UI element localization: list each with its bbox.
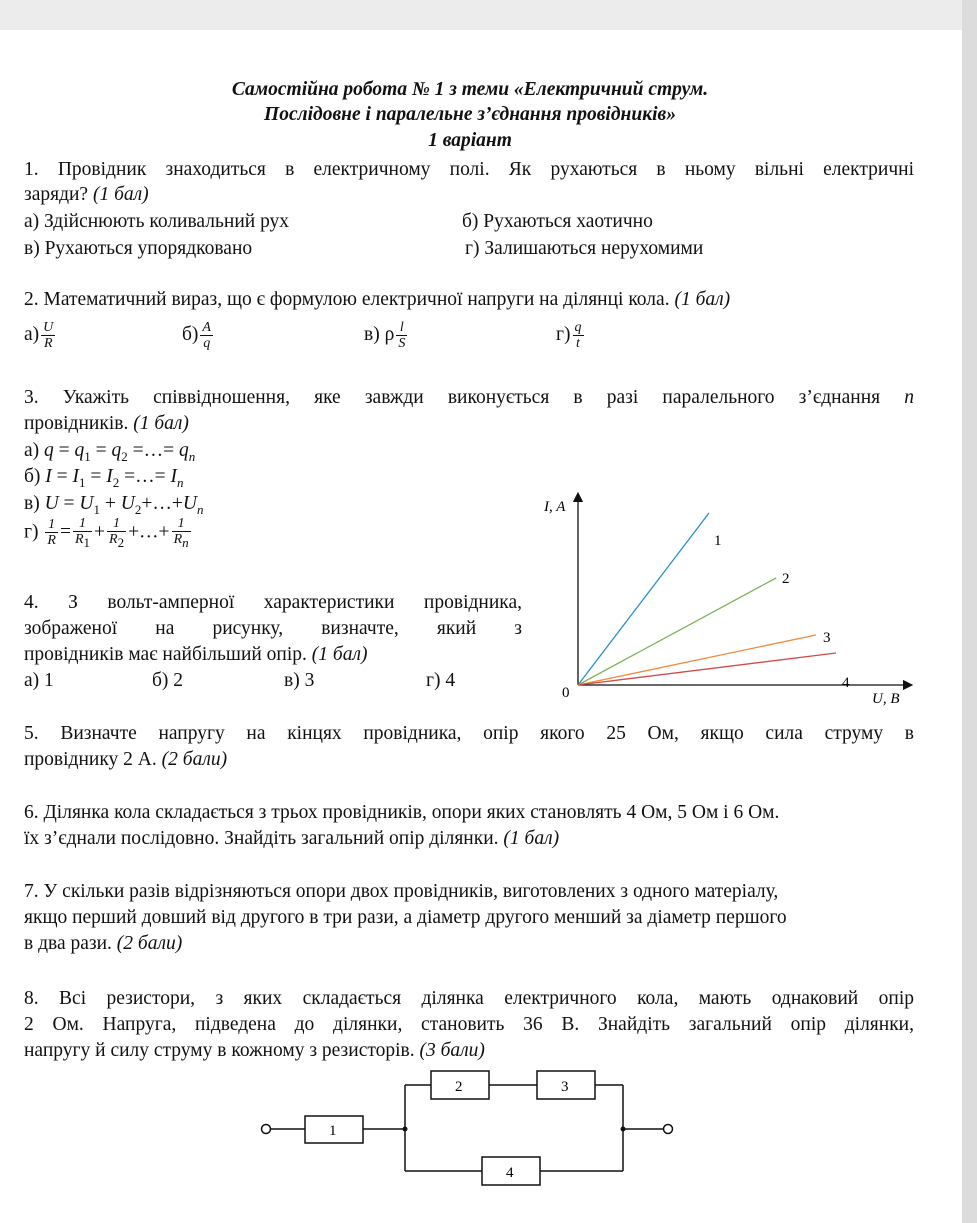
q7-text-line-3 [24,932,182,956]
q3-question: 3. Укажіть співвідношення, яке завжди виконується в разі паралельного з’єднання [24,387,881,408]
q7-points: (2 бали) [116,933,183,954]
q2-b-num: A [202,320,211,335]
junction-right [621,1127,626,1132]
q1-option-c: в) Рухаються упорядковано [24,238,253,259]
q4-points: (1 бал) [311,644,368,665]
q6-text-line-1: 6. Ділянка кола складається з трьох провідників, опори яких становлять 4 Ом, 5 Ом і 6 Ом. [24,802,780,823]
resistor-label-1: 1 [329,1123,337,1139]
q2-d-fraction [573,320,584,351]
q8-question: напругу й силу струму в кожному з резисторів. [24,1040,415,1061]
q1-text-line-2 [24,183,149,207]
q3-c-label: в) [24,493,40,514]
q2-option-b [182,320,215,351]
q4-text-line-2: зображеної на рисунку, визначте, який з [24,618,522,639]
q2-d-num: q [574,320,582,335]
q3-text: провідників. [24,413,129,434]
graph-line-label-4: 4 [842,675,850,691]
q8-text-line-2: 2 Ом. Напруга, підведена до ділянки, становить 36 В. Знайдіть загальний опір ділянки, [24,1014,914,1035]
q2-a-den: R [43,336,53,351]
q2-c-num: l [396,320,407,336]
title-line-3: 1 варіант [428,130,512,151]
q7-question: в два рази. [24,933,112,954]
q4-option-d: г) 4 [426,670,456,691]
graph-line-label-1: 1 [714,533,722,549]
q3-text-line-1 [24,386,914,410]
q2-b-den: q [203,336,211,351]
graph-line-1 [578,513,709,685]
q3-n-variable: n [904,387,914,408]
q5-question: провіднику 2 А. [24,749,157,770]
q7-text-line-1: 7. У скільки разів відрізняються опори двох провідників, виготовлених з одного матеріалу, [24,881,779,902]
origin-label: 0 [562,685,570,701]
q3-option-c: в) $U = U_1$ + $U_2+\dots+U_n$ [24,493,204,517]
graph-line-label-2: 2 [782,571,790,587]
x-axis-label: U, B [872,691,900,707]
title-line-1: Самостійна робота № 1 з теми «Електричний струм. [231,79,709,100]
q4-text-line-1: 4. З вольт-амперної характеристики провідника, [24,592,522,613]
y-axis-label: I, A [544,499,566,515]
q5-points: (2 бали) [161,749,228,770]
q6-points: (1 бал) [503,828,560,849]
q5-text-line-1: 5. Визначте напругу на кінцях провідника, опір якого 25 Ом, якщо сила струму в [24,723,914,744]
q2-c-fraction [396,320,407,351]
q2-a-num: U [43,320,54,335]
q8-text-line-3 [24,1039,485,1063]
q2-option-c [364,320,409,351]
q2-question: 2. Математичний вираз, що є формулою електричної напруги на ділянці кола. [24,289,670,310]
q3-a-label: а) [24,440,40,461]
q3-b-label: б) [24,466,41,487]
q2-a-label: а) [24,323,40,345]
resistor-label-4: 4 [506,1165,514,1181]
q5-text-line-2 [24,748,227,772]
q8-points: (3 бали) [419,1040,485,1061]
iv-characteristic-graph [540,485,920,715]
q1-option-d: г) Залишаються нерухомими [465,238,704,259]
q6-question: їх з’єднали послідовно. Знайдіть загальний опір ділянки. [24,828,499,849]
q2-option-d [556,320,586,351]
q2-option-a [24,320,57,351]
q1-points: (1 бал) [92,184,149,205]
q4-option-b: б) 2 [152,670,184,691]
q7-text-line-2: якщо перший довший від другого в три рази, а діаметр другого менший за діаметр першого [24,907,787,928]
q3-points: (1 бал) [133,413,189,434]
resistor-label-2: 2 [455,1079,463,1095]
q2-c-den: S [398,336,406,351]
q4-question: провідників має найбільший опір. [24,644,307,665]
graph-line-2 [578,578,776,685]
q1-text-line-1: 1. Провідник знаходиться в електричному полі. Як рухаються в ньому вільні електричні [24,159,914,180]
q1-text: заряди? [24,184,89,205]
q3-option-a: а) $q = q_1 = q_2$ =…= $q_n$ [24,440,196,464]
q3-option-d: г) $\frac{1}{R}$ = $\frac{1}{R_1}$ + $\frac{1}{R_2}$ +…+ $\frac{1}{R_n}$ [24,516,189,550]
junction-left [403,1127,408,1132]
title-line-2: Послідовне і паралельне з’єднання провідників» [264,104,676,125]
circuit-diagram [255,1063,685,1198]
q1-option-b: б) Рухаються хаотично [462,211,653,232]
q4-option-c: в) 3 [284,670,315,691]
q8-text-line-1: 8. Всі резистори, з яких складається ділянка електричного кола, мають однаковий опір [24,988,914,1009]
q2-b-label: б) [182,323,199,345]
q6-text-line-2 [24,827,559,851]
q3-text-line-2 [24,412,189,436]
q4-option-a: а) 1 [24,670,54,691]
q2-points: (1 бал) [674,289,731,310]
q2-d-label: г) [556,323,571,345]
resistor-label-3: 3 [561,1079,569,1095]
q3-option-b: б) $I = I_1 = I_2$ =…= $I_n$ [24,466,184,490]
q2-a-fraction [41,320,55,351]
input-terminal [262,1125,271,1134]
q2-b-fraction [200,320,213,351]
q4-text-line-3 [24,643,367,667]
q2-text [24,288,730,312]
graph-line-label-3: 3 [823,630,831,646]
output-terminal [664,1125,673,1134]
scrollbar-track[interactable] [962,0,977,1223]
q2-d-den: t [576,336,580,351]
q1-option-a: а) Здійснюють коливальний рух [24,211,290,232]
window-top-bar [0,0,977,30]
q3-d-label: г) [24,521,39,543]
q2-c-label: в) ρ [364,323,395,345]
document-page [0,30,962,1223]
